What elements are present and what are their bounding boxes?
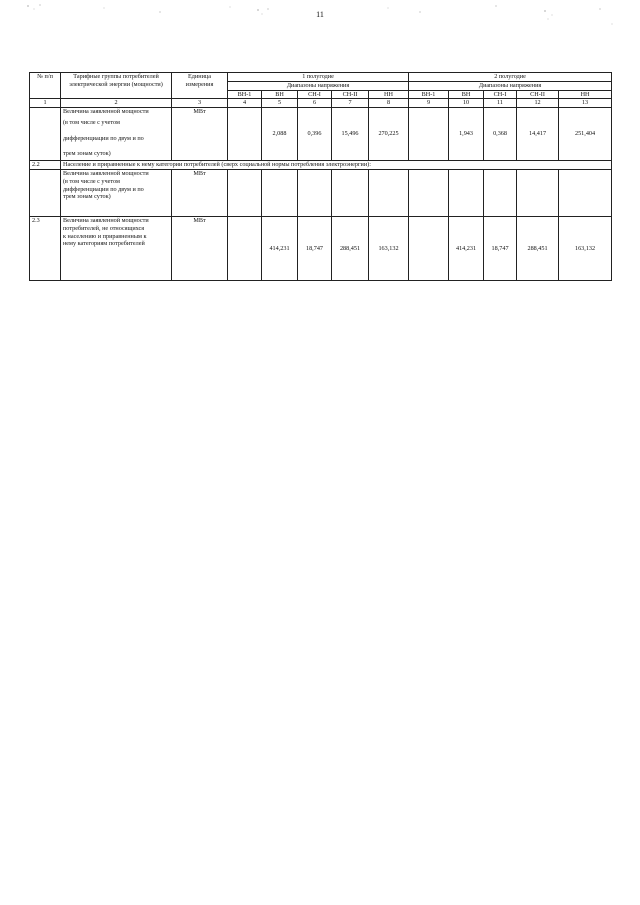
value-cell [298,170,332,217]
value-cell [228,108,262,161]
col-number: 13 [559,99,612,108]
desc-line: нему категориям потребителей [63,240,145,248]
col-number: 4 [228,99,262,108]
value-cell: 15,496 [332,108,369,161]
value-cell: 414,231 [262,217,298,281]
value-cell: 163,132 [369,217,409,281]
col-number: 10 [449,99,484,108]
value-cell: 163,132 [559,217,612,281]
row-unit: МВт [172,108,228,161]
col-number: 11 [484,99,517,108]
level-header: НН [369,90,409,99]
value-cell [449,170,484,217]
desc-line: дифференциации по двум и по [63,134,144,142]
value-cell: 1,943 [449,108,484,161]
value-cell: 414,231 [449,217,484,281]
level-header: ВН [449,90,484,99]
desc-line: Величина заявленной мощности [63,217,149,224]
desc-line: (в том числе с учетом [63,118,120,126]
col-number: 1 [30,99,61,108]
level-header: ВН-1 [228,90,262,99]
category-title: Население и приравненные к нему категории потребителей (сверх социальной нормы потребления электроэнергии): [61,161,612,170]
value-cell [484,170,517,217]
col-number: 2 [61,99,172,108]
col-number: 9 [409,99,449,108]
level-header: СН-I [484,90,517,99]
table-row [30,170,612,217]
value-cell [409,170,449,217]
desc-line: Величина заявленной мощности [63,108,149,115]
value-cell: 270,225 [369,108,409,161]
col-number: 6 [298,99,332,108]
category-number: 2.2 [30,161,61,170]
desc-line: трем зонам суток) [63,150,111,158]
value-cell: 288,451 [332,217,369,281]
value-cell [228,170,262,217]
desc-line: потребителей, не относящихся [63,224,145,232]
row-description [61,217,172,281]
page-number: 11 [316,10,324,19]
row-description [61,170,172,217]
value-cell [332,170,369,217]
value-cell: 14,417 [517,108,559,161]
header-row-1 [30,73,612,82]
level-header: СН-II [517,90,559,99]
desc-line: трем зонам суток) [63,193,111,201]
value-cell [559,170,612,217]
header-voltage-ranges-1: Диапазоны напряжения [228,81,409,90]
row-number [30,108,61,161]
value-cell: 251,404 [559,108,612,161]
level-header: НН [559,90,612,99]
row-number: 2.3 [30,217,61,281]
value-cell: 18,747 [298,217,332,281]
desc-line: Величина заявленной мощности [63,170,149,177]
desc-line: к населению и приравненным к [63,232,147,240]
value-cell: 2,088 [262,108,298,161]
value-cell: 18,747 [484,217,517,281]
header-group: Тарифные группы потребителей электрической энергии (мощности) [61,73,172,99]
tariff-table [29,72,612,281]
header-half2: 2 полугодие [409,73,612,82]
header-half1: 1 полугодие [228,73,409,82]
header-unit: Единица измерения [172,73,228,99]
table-row [30,108,612,161]
col-number: 5 [262,99,298,108]
level-header: СН-II [332,90,369,99]
desc-line: (в том числе с учетом [63,177,120,185]
col-number: 12 [517,99,559,108]
level-header: ВН [262,90,298,99]
value-cell [409,217,449,281]
col-number: 8 [369,99,409,108]
col-number: 3 [172,99,228,108]
row-number [30,170,61,217]
value-cell [369,170,409,217]
value-cell [517,170,559,217]
value-cell: 288,451 [517,217,559,281]
level-header: ВН-1 [409,90,449,99]
category-row [30,161,612,170]
value-cell: 0,396 [298,108,332,161]
value-cell [262,170,298,217]
header-voltage-ranges-2: Диапазоны напряжения [409,81,612,90]
row-description [61,108,172,161]
level-header: СН-I [298,90,332,99]
value-cell: 0,368 [484,108,517,161]
row-unit: МВт [172,170,228,217]
value-cell [409,108,449,161]
col-number: 7 [332,99,369,108]
value-cell [228,217,262,281]
column-number-row [30,99,612,108]
table-row [30,217,612,281]
desc-line: дифференциации по двум и по [63,185,144,193]
row-unit: МВт [172,217,228,281]
header-no: № п/п [30,73,61,99]
